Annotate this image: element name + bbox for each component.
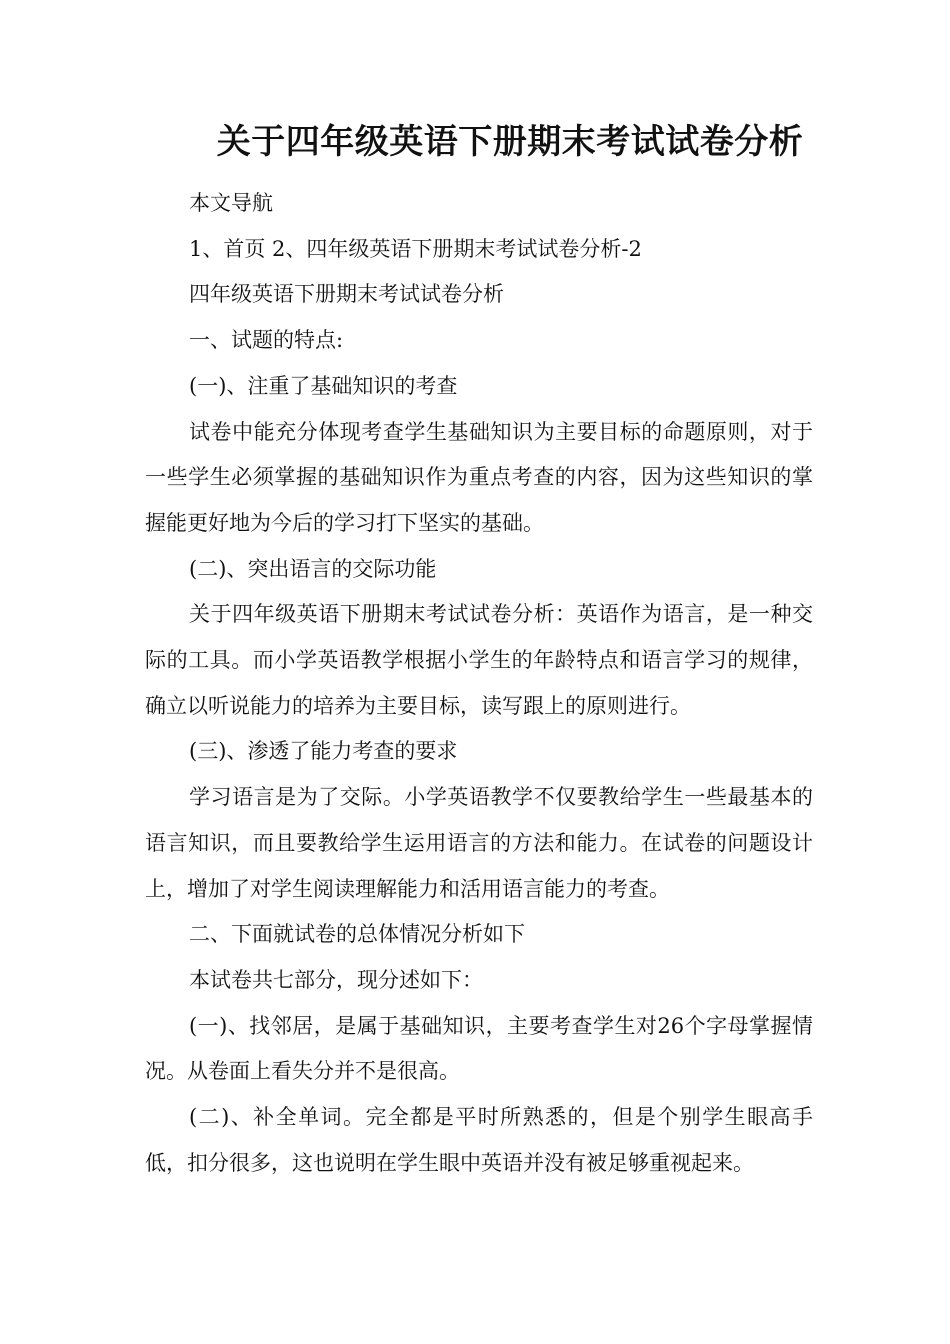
body-paragraph: 本试卷共七部分，现分述如下： [189, 967, 483, 992]
body-paragraph: 学习语言是为了交际。小学英语教学不仅要教给学生一些最基本的语言知识，而且要教给学生运用语言的方法和能力。在试卷的问题设计上，增加了对学生阅读理解能力和活用语言能力的考查。 [145, 785, 813, 901]
document-title: 关于四年级英语下册期末考试试卷分析 [216, 122, 804, 162]
nav-heading: 本文导航 [189, 191, 273, 215]
nav-links: 1、首页 2、四年级英语下册期末考试试卷分析-2 [189, 236, 642, 261]
section-heading: 二、下面就试卷的总体情况分析如下 [189, 922, 525, 947]
body-paragraph: (一)、找邻居，是属于基础知识，主要考查学生对26个字母掌握情况。从卷面上看失分并不是很高。 [145, 1013, 813, 1084]
subsection-heading: (三)、渗透了能力考查的要求 [189, 739, 458, 764]
subsection-heading: (一)、注重了基础知识的考查 [189, 373, 458, 398]
body-paragraph: 关于四年级英语下册期末考试试卷分析：英语作为语言，是一种交际的工具。而小学英语教学根据小学生的年龄特点和语言学习的规律，确立以听说能力的培养为主要目标，读写跟上的原则进行。 [145, 602, 813, 718]
subsection-heading: (二)、突出语言的交际功能 [189, 556, 437, 581]
subtitle: 四年级英语下册期末考试试卷分析 [189, 282, 504, 307]
section-heading: 一、试题的特点: [189, 328, 344, 353]
body-paragraph: 试卷中能充分体现考查学生基础知识为主要目标的命题原则，对于一些学生必须掌握的基础知识作为重点考查的内容，因为这些知识的掌握能更好地为今后的学习打下坚实的基础。 [145, 419, 813, 535]
document-body [145, 181, 813, 1186]
body-paragraph: (二)、补全单词。完全都是平时所熟悉的，但是个别学生眼高手低，扣分很多，这也说明在学生眼中英语并没有被足够重视起来。 [145, 1105, 813, 1175]
